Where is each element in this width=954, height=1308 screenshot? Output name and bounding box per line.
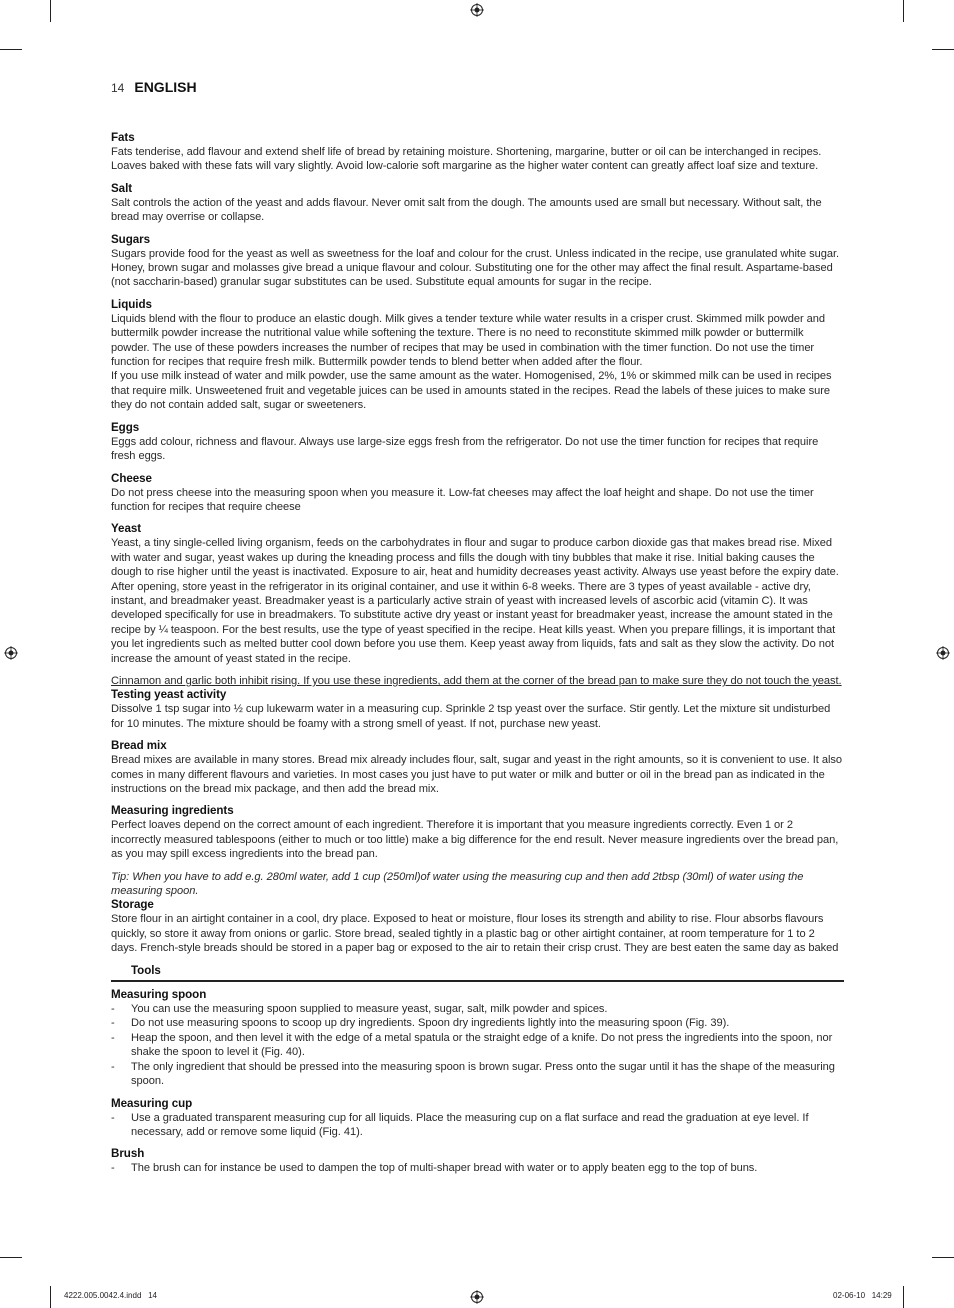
section-paragraph: Eggs add colour, richness and flavour. Always use large-size eggs fresh from the refrigerator. Do not use the timer function for recipes that require fresh eggs. — [111, 435, 819, 463]
section-heading: Cheese — [111, 471, 152, 485]
crop-mark-top-right-h — [932, 49, 954, 50]
list-item — [111, 1161, 844, 1175]
bullet-dash: - — [111, 1060, 115, 1073]
section-paragraph: Fats tenderise, add flavour and extend shelf life of bread by retaining moisture. Shortening, margarine, butter or oil can be interchanged in recipes. Loaves baked with these fats will vary slightly. Avoid low-calorie soft margarine as the higher water content can greatly affect loaf size and texture. — [111, 146, 822, 173]
section-heading: Eggs — [111, 420, 140, 434]
crop-mark-top-right-v — [903, 0, 904, 22]
section-fats — [111, 131, 844, 174]
list-item — [111, 1002, 844, 1016]
bullet-dash: - — [111, 1003, 115, 1016]
section-heading: Liquids — [111, 297, 152, 311]
crop-mark-bottom-right-v — [903, 1286, 904, 1308]
section-paragraph: Dissolve 1 tsp sugar into ½ cup lukewarm water in a measuring cup. Sprinkle 2 tsp yeast over the surface. Stir gently. Let the mixture sit undisturbed for 10 minutes. The mixture should be foamy with a strong smell of yeast. If not, purchase new yeast. — [111, 703, 831, 730]
section-yeast — [111, 522, 844, 666]
section-paragraph: Salt controls the action of the yeast and adds flavour. Never omit salt from the dough. The amounts used are small but necessary. Without salt, the bread may overrise or collapse. — [111, 196, 822, 224]
bullet-dash: - — [111, 1111, 115, 1124]
bullet-list — [111, 1002, 844, 1088]
crop-mark-bottom-left-v — [50, 1286, 51, 1308]
crop-mark-bottom-right-h — [932, 1257, 954, 1258]
section-measuring-ingredients — [111, 804, 844, 861]
crop-mark-bottom-left-h — [0, 1257, 22, 1258]
tools-group-measuring-cup — [111, 1097, 844, 1140]
section-bread-mix — [111, 739, 844, 796]
section-salt — [111, 182, 844, 225]
section-paragraph: Do not press cheese into the measuring spoon when you measure it. Low-fat cheeses may affect the loaf height and shape. Do not use the timer function for recipes that require cheese — [111, 486, 814, 513]
list-item-text: The brush can for instance be used to dampen the top of multi-shaper bread with water or to apply beaten egg to the top of buns. — [131, 1162, 758, 1175]
tip-text: Tip: When you have to add e.g. 280ml water, add 1 cup (250ml)of water using the measuring cup and then add 2tbsp (30ml) of water using the measuring spoon. — [111, 870, 804, 898]
list-item-text: Use a graduated transparent measuring cup for all liquids. Place the measuring cup on a flat surface and read the graduation at eye level. If necessary, add or remove some liquid (Fig. 41). — [131, 1111, 809, 1138]
tools-heading: Tools — [111, 964, 844, 982]
section-paragraph: Perfect loaves depend on the correct amount of each ingredient. Therefore it is important that you measure ingredients correctly. Even 1 or 2 incorrectly measured tablespoons (either to much or too little) make a big difference for the end result. Never measure ingredients over the bread pan, as you may spill excess ingredients into the bread pan. — [111, 819, 839, 861]
section-paragraph: Yeast, a tiny single-celled living organism, feeds on the carbohydrates in flour and sugar to produce carbon dioxide gas that makes bread rise. Mixed with water and sugar, yeast wakes up during the kneading process and fills the dough with tiny bubbles that make it rise. Initial baking causes the dough to rise higher until the yeast is inactivated. Exposure to air, heat and humidity decreases yeast activity. Always use yeast before the expiry date. After opening, store yeast in the refrigerator in its original container, and use it within 6-8 weeks. There are 3 types of yeast available - active dry, instant, and breadmaker yeast. Breadmaker yeast is a particularly active strain of yeast with increased levels of ascorbic acid (vitamin C). It was developed specifically for use in breadmakers. To substitute active dry yeast or instant yeast for breadmaker yeast, increase the amount stated in the recipe by ¼ teaspoon. For the best results, use the type of yeast specified in the recipe. Heat kills yeast. When you prepare fillings, it is important that you let ingredients such as melted butter cool down before you use them. Keep yeast away from liquids, fats and salt as they slow the activity. Do not increase the amount of yeast stated in the recipe. — [111, 537, 839, 665]
section-heading: Measuring ingredients — [111, 804, 234, 818]
section-paragraph: Store flour in an airtight container in a cool, dry place. Exposed to heat or moisture, flour loses its strength and ability to rise. Flour absorbs flavours quickly, so store it away from onions or garlic. Store bread, sealed tightly in a plastic bag or other airtight container, at room temperature for 1 to 2 days. French-style breads should be stored in a paper bag or exposed to the air to retain their crisp crust. They are best eaten the same day as baked — [111, 913, 839, 955]
list-item — [111, 1111, 844, 1140]
section-eggs — [111, 421, 844, 464]
tools-group-heading: Brush — [111, 1147, 145, 1161]
section-paragraph: Sugars provide food for the yeast as well as sweetness for the loaf and colour for the crust. Unless indicated in the recipe, use granulated white sugar. Honey, brown sugar and molasses give bread a unique flavour and colour. Substituting one for the other may affect the final result. Aspartame-based (not saccharin-based) granular sugar substitutes can be used. Substitute equal amounts for sugar in the recipe. — [111, 247, 840, 289]
list-item — [111, 1060, 844, 1089]
registration-mark-icon — [936, 646, 950, 660]
crop-mark-top-left-h — [0, 49, 22, 50]
section-liquids — [111, 298, 844, 413]
list-item — [111, 1031, 844, 1060]
tools-group-heading: Measuring spoon — [111, 988, 207, 1002]
registration-mark-icon — [470, 3, 484, 17]
crop-mark-top-left-v — [50, 0, 51, 22]
page-number: 14 — [111, 81, 125, 95]
section-heading: Testing yeast activity — [111, 688, 227, 702]
tools-group-brush — [111, 1147, 844, 1175]
section-paragraph: If you use milk instead of water and milk powder, use the same amount as the water. Homogenised, 2%, 1% or skimmed milk can be used in recipes that require milk. Unsweetened fruit and vegetable juices can be used in amounts stated in the recipes. Read the labels of these juices to make sure they do not contain added salt, sugar or sweeteners. — [111, 370, 832, 412]
bullet-dash: - — [111, 1162, 115, 1175]
registration-mark-icon — [4, 646, 18, 660]
page-header — [111, 79, 197, 95]
notice-text: Cinnamon and garlic both inhibit rising. If you use these ingredients, add them at the corner of the bread pan to make sure they do not touch the yeast. — [111, 674, 842, 687]
list-item-text: Heap the spoon, and then level it with the edge of a metal spatula or the straight edge of a knife. Do not press the ingredients into the spoon, nor shake the spoon to level it (Fig. 40). — [131, 1031, 833, 1059]
section-heading: Storage — [111, 898, 154, 912]
list-item-text: The only ingredient that should be pressed into the measuring spoon is brown sugar. Press onto the sugar until it has the shape of the measuring spoon. — [131, 1060, 835, 1088]
section-paragraph: Bread mixes are available in many stores. Bread mix already includes flour, salt, sugar and yeast in the right amounts, so it is convenient to use. It also comes in many different flavours and varieties. In most cases you just have to put water or milk and butter or oil in the bread pan as indicated in the instructions on the bread mix package, and then add the bread mix. — [111, 754, 842, 795]
bullet-list — [111, 1111, 844, 1140]
section-heading: Bread mix — [111, 739, 167, 753]
bullet-dash: - — [111, 1017, 115, 1030]
section-heading: Yeast — [111, 522, 142, 536]
page-language: ENGLISH — [134, 79, 197, 95]
section-paragraph: Liquids blend with the flour to produce an elastic dough. Milk gives a tender texture while water results in a crisper crust. Skimmed milk powder and buttermilk powder increase the nutritional value while softening the texture. There is no need to reconstitute skimmed milk powder or buttermilk powder. The use of these powders increases the number of recipes that may be used in combination with the timer function. Do not use the timer function for recipes that require fresh milk. Buttermilk powder tends to blend better when added after the flour. — [111, 312, 825, 369]
list-item-text: You can use the measuring spoon supplied to measure yeast, sugar, salt, milk powder and spices. — [131, 1003, 608, 1016]
section-cheese — [111, 472, 844, 515]
section-heading: Sugars — [111, 232, 151, 246]
footer-file-name: 4222.005.0042.4.indd 14 — [64, 1291, 157, 1300]
section-heading: Fats — [111, 131, 135, 144]
list-item — [111, 1016, 844, 1030]
bullet-dash: - — [111, 1031, 115, 1044]
section-testing-yeast-activity — [111, 688, 844, 731]
page-content — [111, 131, 844, 1184]
registration-mark-icon — [470, 1290, 484, 1304]
tools-group-heading: Measuring cup — [111, 1096, 193, 1110]
section-storage — [111, 898, 844, 955]
list-item-text: Do not use measuring spoons to scoop up dry ingredients. Spoon dry ingredients lightly into the measuring spoon (Fig. 39). — [131, 1017, 730, 1030]
bullet-list — [111, 1161, 844, 1175]
footer-date-time: 02-06-10 14:29 — [833, 1291, 892, 1300]
tools-group-measuring-spoon — [111, 988, 844, 1088]
section-sugars — [111, 233, 844, 290]
section-heading: Salt — [111, 181, 133, 195]
